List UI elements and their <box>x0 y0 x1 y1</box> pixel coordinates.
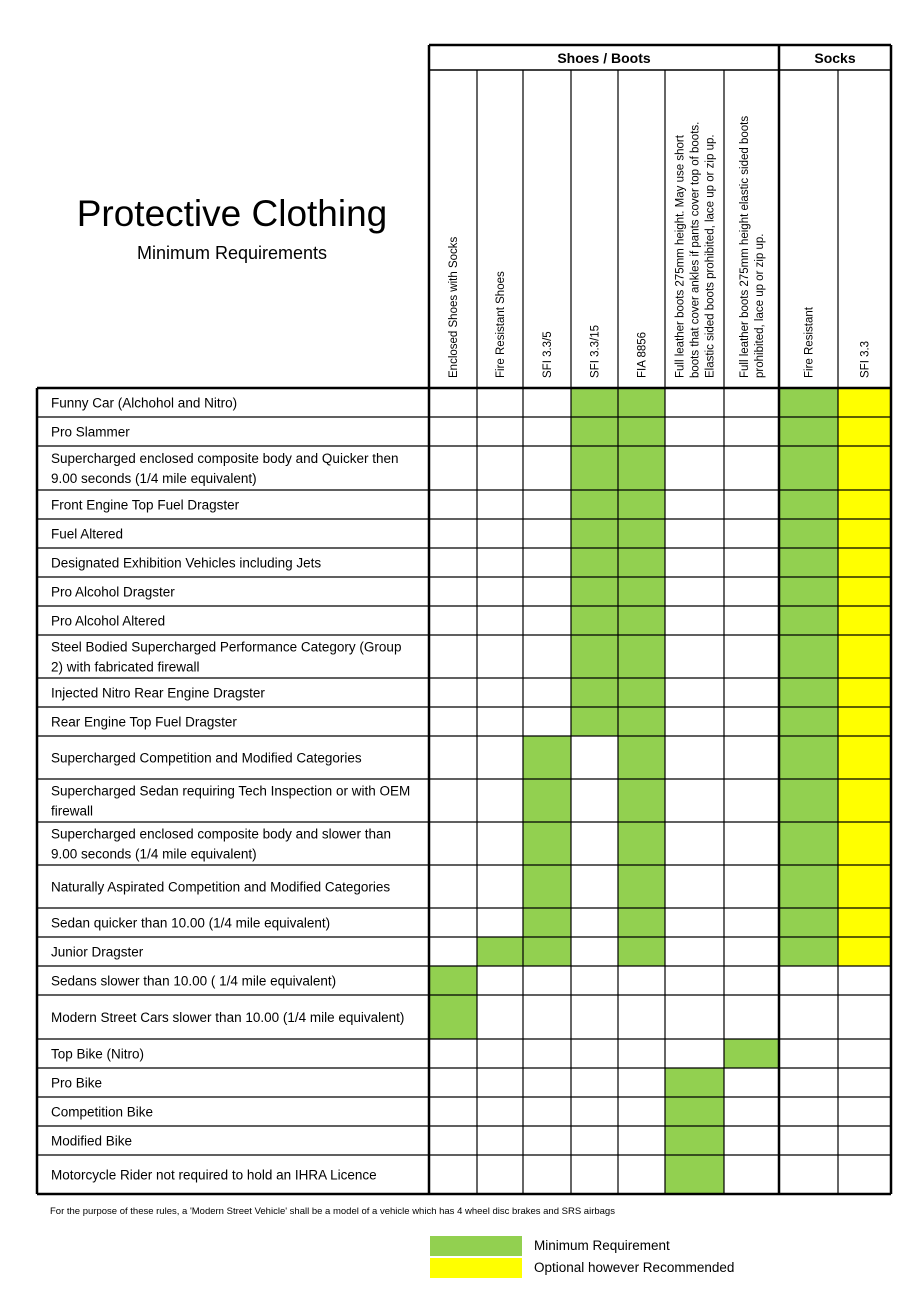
page-title: Protective Clothing <box>76 193 388 234</box>
cell-fill <box>779 548 838 577</box>
page-subtitle: Minimum Requirements <box>136 243 328 263</box>
row-label: Fuel Altered <box>51 526 124 542</box>
row-label: Pro Slammer <box>51 424 130 440</box>
cell-fill <box>571 490 618 519</box>
legend-label-optional: Optional however Recommended <box>534 1260 735 1275</box>
row-label: Injected Nitro Rear Engine Dragster <box>51 685 265 701</box>
cell-fill <box>779 635 838 678</box>
cell-fill <box>618 779 665 822</box>
cell-fill <box>779 937 838 966</box>
cell-fill <box>779 606 838 635</box>
cell-fill <box>618 822 665 865</box>
cell-fill <box>571 707 618 736</box>
row-label: Junior Dragster <box>51 944 144 960</box>
cell-fill <box>665 1068 724 1097</box>
row-label: Supercharged enclosed composite body and slower than <box>51 826 391 842</box>
cell-fill <box>618 937 665 966</box>
cell-fill <box>571 417 618 446</box>
row-label: Competition Bike <box>51 1104 154 1120</box>
cell-fill <box>838 388 891 417</box>
row-label: Supercharged Competition and Modified Categories <box>51 750 362 766</box>
row-label: firewall <box>51 803 94 819</box>
row-label: Modified Bike <box>51 1133 133 1149</box>
cell-fill <box>779 490 838 519</box>
column-header: Enclosed Shoes with Socks <box>448 236 460 378</box>
cell-fill <box>724 1039 779 1068</box>
cell-fill <box>838 865 891 908</box>
cell-fill <box>571 635 618 678</box>
row-label: Front Engine Top Fuel Dragster <box>51 497 240 513</box>
legend-swatch-optional <box>430 1258 522 1278</box>
row-label: Motorcycle Rider not required to hold an IHRA Licence <box>51 1167 377 1183</box>
cell-fill <box>429 995 477 1039</box>
cell-fill <box>523 908 571 937</box>
cell-fill <box>477 937 523 966</box>
cell-fill <box>618 446 665 490</box>
cell-fill <box>838 519 891 548</box>
cell-fill <box>618 490 665 519</box>
cell-fill <box>779 417 838 446</box>
footnote: For the purpose of these rules, a 'Modern Street Vehicle' shall be a model of a vehicle which has 4 wheel disc brakes and SRS airbags <box>50 1206 615 1217</box>
column-header: Full leather boots 275mm height elastic sided boots <box>739 115 751 378</box>
row-label: Supercharged Sedan requiring Tech Inspection or with OEM <box>51 783 411 799</box>
cell-fill <box>618 417 665 446</box>
cell-fill <box>779 908 838 937</box>
cell-fill <box>779 678 838 707</box>
cell-fill <box>618 577 665 606</box>
row-label: Funny Car (Alchohol and Nitro) <box>51 395 238 411</box>
column-header: SFI 3.3/15 <box>589 324 602 378</box>
cell-fill <box>779 446 838 490</box>
cell-fill <box>838 490 891 519</box>
row-label: Rear Engine Top Fuel Dragster <box>51 714 237 730</box>
cell-fill <box>838 779 891 822</box>
row-label: Designated Exhibition Vehicles including Jets <box>51 555 322 571</box>
group-header-1: Socks <box>814 50 856 66</box>
cell-fill <box>618 678 665 707</box>
cell-fill <box>779 577 838 606</box>
row-label: Steel Bodied Supercharged Performance Category (Group <box>51 639 402 655</box>
cell-fill <box>429 966 477 995</box>
cell-fill <box>571 446 618 490</box>
cell-fill <box>779 779 838 822</box>
cell-fill <box>618 736 665 779</box>
cell-fill <box>618 865 665 908</box>
cell-fill <box>571 548 618 577</box>
cell-fill <box>618 519 665 548</box>
cell-fill <box>665 1155 724 1194</box>
cell-fill <box>838 678 891 707</box>
column-header: Elastic sided boots prohibited, lace up or zip up. <box>704 134 717 378</box>
cell-fill <box>838 822 891 865</box>
cell-fill <box>571 519 618 548</box>
row-label: 9.00 seconds (1/4 mile equivalent) <box>51 471 257 486</box>
cell-fill <box>838 548 891 577</box>
cell-fill <box>779 519 838 548</box>
column-header: Fire Resistant <box>803 307 816 378</box>
cell-fill <box>523 937 571 966</box>
row-label: 2) with fabricated firewall <box>51 659 200 675</box>
row-label: Supercharged enclosed composite body and Quicker then <box>51 451 399 466</box>
legend-label-minimum: Minimum Requirement <box>534 1238 670 1253</box>
cell-fill <box>665 1126 724 1155</box>
cell-fill <box>571 606 618 635</box>
column-header: FIA 8856 <box>636 331 649 378</box>
cell-fill <box>571 388 618 417</box>
cell-fill <box>618 606 665 635</box>
row-label: Sedans slower than 10.00 ( 1/4 mile equivalent) <box>51 973 337 989</box>
column-header: Full leather boots 275mm height. May use short <box>674 135 687 378</box>
cell-fill <box>779 707 838 736</box>
cell-fill <box>571 678 618 707</box>
column-header: Fire Resistant Shoes <box>495 271 507 378</box>
cell-fill <box>571 577 618 606</box>
cell-fill <box>523 736 571 779</box>
cell-fill <box>523 865 571 908</box>
cell-fill <box>838 446 891 490</box>
cell-fill <box>618 635 665 678</box>
cell-fill <box>618 707 665 736</box>
row-label: Sedan quicker than 10.00 (1/4 mile equivalent) <box>51 915 331 931</box>
column-header: SFI 3.3/5 <box>542 331 554 378</box>
cell-fill <box>779 736 838 779</box>
cell-fill <box>779 388 838 417</box>
cell-fill <box>838 577 891 606</box>
row-label: Pro Alcohol Dragster <box>51 584 175 600</box>
legend-swatch-minimum <box>430 1236 522 1256</box>
row-label: Pro Alcohol Altered <box>51 613 166 629</box>
cell-fill <box>838 417 891 446</box>
row-label: 9.00 seconds (1/4 mile equivalent) <box>51 846 257 862</box>
cell-fill <box>838 908 891 937</box>
column-header: prohibited, lace up or zip up. <box>754 233 766 378</box>
cell-fill <box>618 548 665 577</box>
cell-fill <box>618 388 665 417</box>
cell-fill <box>838 707 891 736</box>
cell-fill <box>523 822 571 865</box>
column-header: SFI 3.3 <box>859 340 872 378</box>
cell-fill <box>838 635 891 678</box>
group-header-0: Shoes / Boots <box>557 50 651 66</box>
cell-fill <box>779 822 838 865</box>
row-label: Top Bike (Nitro) <box>51 1046 145 1062</box>
cell-fill <box>838 736 891 779</box>
column-header: boots that cover ankles if pants cover top of boots. <box>689 121 702 378</box>
row-label: Modern Street Cars slower than 10.00 (1/4 mile equivalent) <box>51 1010 405 1025</box>
cell-fill <box>523 779 571 822</box>
cell-fill <box>665 1097 724 1126</box>
row-label: Pro Bike <box>51 1075 103 1091</box>
cell-fill <box>838 937 891 966</box>
cell-fill <box>618 908 665 937</box>
row-label: Naturally Aspirated Competition and Modified Categories <box>51 879 391 895</box>
cell-fill <box>779 865 838 908</box>
cell-fill <box>838 606 891 635</box>
